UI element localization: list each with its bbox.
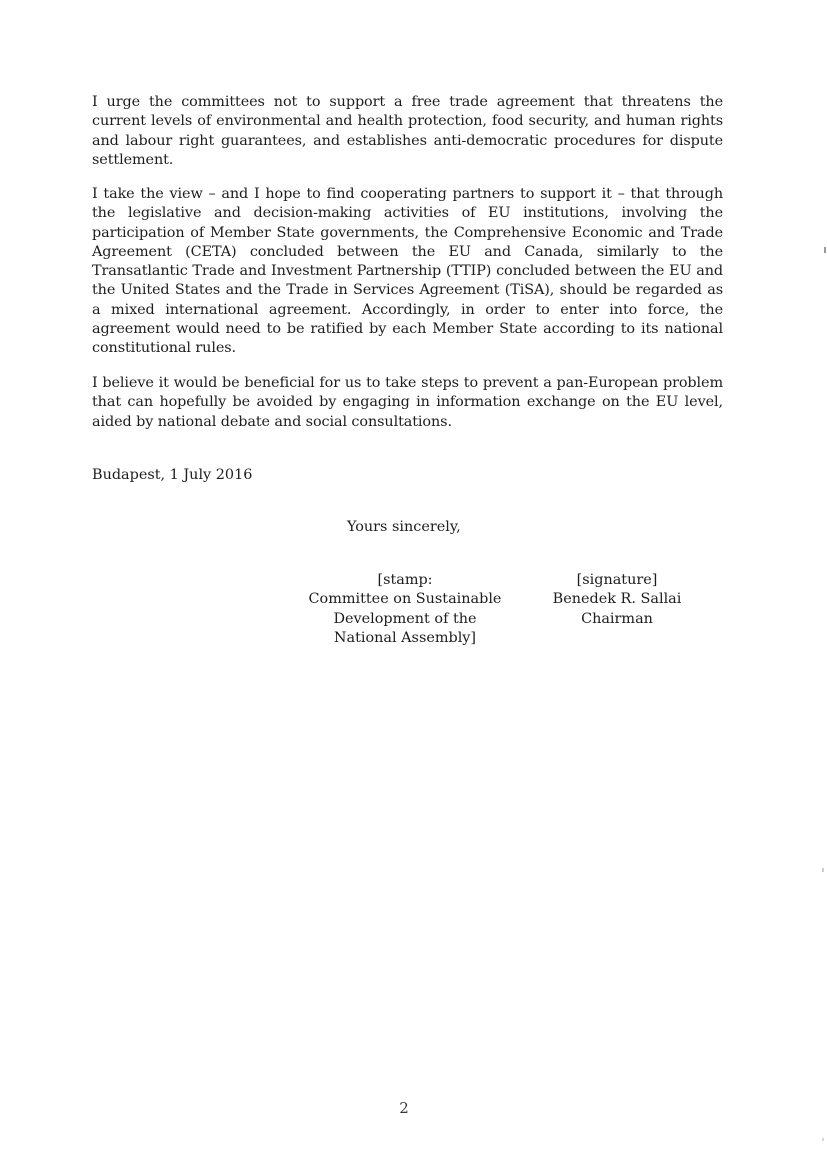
scan-edge-mark [824, 247, 826, 253]
signature-block [540, 571, 694, 629]
stamp-block [300, 571, 510, 648]
scan-edge-mark [822, 1138, 824, 1141]
stamp-line: National Assembly] [333, 629, 477, 646]
paragraph-pan-european-problem: I believe it would be beneficial for us to take steps to prevent a pan-European problem that can hopefully be avoided by engaging in information exchange on the EU level, aided by national debate and social consultations. [92, 375, 723, 430]
closing-salutation: Yours sincerely, [347, 519, 461, 535]
signatory-title: Chairman [581, 610, 653, 627]
stamp-line: Committee on Sustainable [308, 591, 502, 608]
page-number: 2 [399, 1099, 409, 1117]
signature-placeholder: [signature] [576, 572, 658, 588]
paragraph-mixed-agreement-view: I take the view – and I hope to find cooperating partners to support it – that through the legislative and decision-making activities of EU institutions, involving the participation of Member State governments, the Comprehensive Economic and Trade Agreement (CETA) concluded between the EU and Canada, similarly to the Transatlantic Trade and Investment Partnership (TTIP) concluded between the EU and the United States and the Trade in Services Agreement (TiSA), should be regarded as a mixed international agreement. Accordingly, in order to enter into force, the agreement would need to be ratified by each Member State according to its national constitutional rules. [92, 186, 723, 357]
stamp-line: Development of the [333, 610, 477, 627]
paragraph-committees-urge: I urge the committees not to support a free trade agreement that threatens the current levels of environmental and health protection, food security, and human rights and labour right guarantees, and establishes anti-democratic procedures for dispute settlement. [92, 94, 723, 168]
signatory-name: Benedek R. Sallai [552, 591, 682, 608]
scan-edge-mark [822, 868, 824, 872]
date-line: Budapest, 1 July 2016 [92, 467, 253, 483]
stamp-line: [stamp: [377, 572, 433, 588]
